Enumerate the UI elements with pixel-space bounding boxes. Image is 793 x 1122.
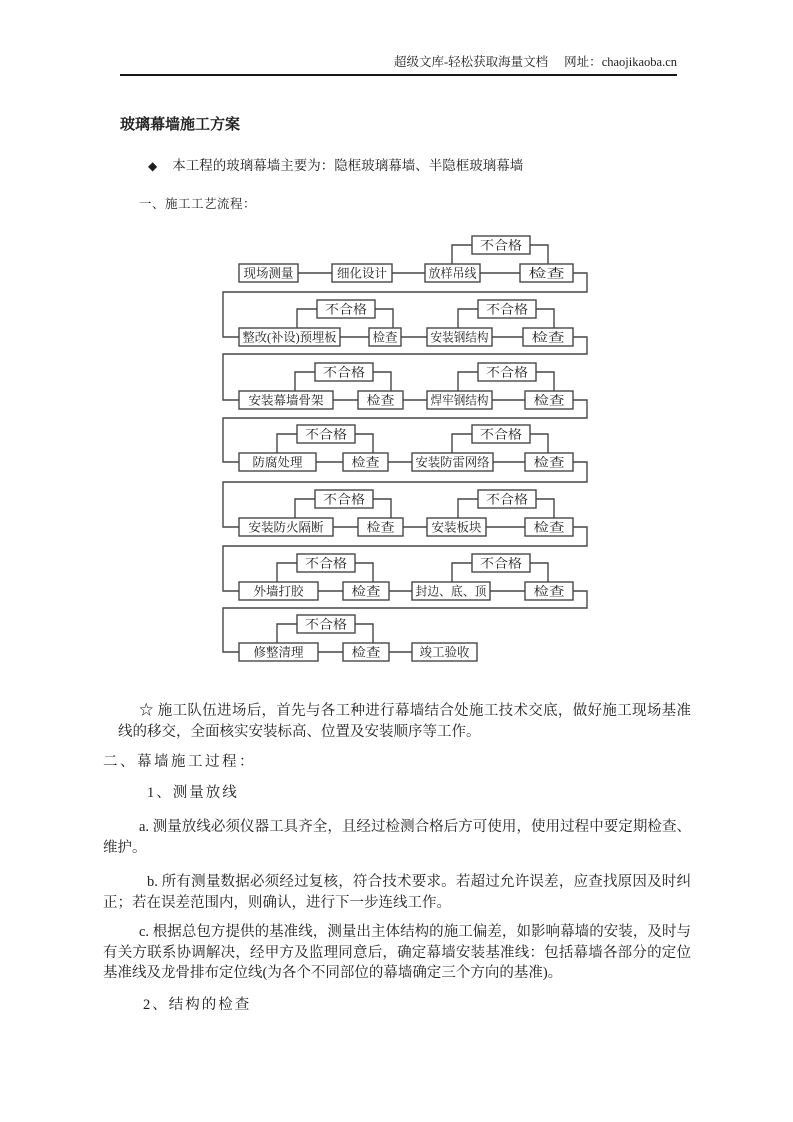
flowchart-node-label: 竣工验收 — [419, 645, 470, 660]
flowchart-node-label: 检查 — [372, 330, 398, 345]
flowchart-node-label: 放样吊线 — [428, 266, 479, 281]
flowchart-connector — [458, 372, 478, 391]
note-paragraph: ☆ 施工队伍进场后，首先与各工种进行幕墙结合处施工技术交底，做好施工现场基准线的移交，全面核实安装标高、位置及安装顺序等工作。 — [118, 703, 691, 740]
flowchart-node-label: 检查 — [533, 393, 559, 408]
flowchart-connector — [355, 563, 373, 582]
flowchart-fail-label: 不合格 — [480, 556, 518, 571]
flowchart-node-label: 检查 — [351, 455, 377, 470]
flowchart-connector — [297, 309, 317, 328]
flowchart-node-label: 检查 — [528, 266, 554, 281]
flowchart-node-label: 检查 — [531, 330, 557, 345]
flowchart-connector — [530, 245, 548, 264]
flowchart-connector — [373, 499, 391, 518]
flowchart-fail-label: 不合格 — [486, 302, 524, 317]
flowchart-connector — [536, 372, 554, 391]
flowchart-connector — [536, 309, 554, 328]
diamond-bullet-icon: ◆ — [148, 159, 158, 173]
flowchart-fail-label: 不合格 — [325, 302, 363, 317]
flowchart-fail-label: 不合格 — [305, 617, 343, 632]
flowchart-fail-label: 不合格 — [480, 238, 518, 253]
site-url[interactable]: chaojikaoba.cn — [601, 55, 677, 69]
flowchart-connector — [355, 624, 373, 643]
section-2-heading: 二、幕墙施工过程： — [103, 754, 256, 770]
header-divider — [120, 74, 677, 76]
flowchart-node-label: 修整清理 — [253, 645, 304, 660]
flowchart-node-label: 安装钢结构 — [430, 330, 494, 345]
bullet-item — [148, 157, 523, 175]
site-header — [0, 54, 677, 70]
flowchart-node-label: 外墙打胶 — [253, 584, 304, 599]
flowchart-node-label: 检查 — [366, 393, 392, 408]
flowchart-connector — [458, 309, 478, 328]
construction-process-flowchart — [0, 230, 793, 675]
flowchart-node-label: 封边、底、顶 — [415, 584, 491, 599]
site-url-label: 网址： — [564, 55, 602, 69]
flowchart-node-label: 检查 — [533, 520, 559, 535]
document-title: 玻璃幕墙施工方案 — [120, 117, 241, 133]
bullet-text: 本工程的玻璃幕墙主要为：隐框玻璃幕墙、半隐框玻璃幕墙 — [172, 158, 524, 173]
flowchart-node-label: 检查 — [366, 520, 392, 535]
paragraph-c: c. 根据总包方提供的基准线，测量出主体结构的施工偏差，如影响幕墙的安装，及时与有关方联系协调解决，经甲方及监理同意后，确定幕墙安装基准线：包括幕墙各部分的定位基准线及龙骨排布定位线(为各个不同部位的幕墙确定三个方向的基准)。 — [103, 924, 691, 981]
flowchart-node-label: 安装板块 — [431, 520, 482, 535]
flowchart-connector — [277, 563, 297, 582]
flowchart-connector — [530, 563, 548, 582]
flowchart-connector — [458, 499, 478, 518]
flowchart-connector — [530, 434, 548, 453]
flowchart-node-label: 现场测量 — [243, 266, 294, 281]
paragraph-b: b. 所有测量数据必须经过复核，符合技术要求。若超过允许误差，应查找原因及时纠正；若在误差范围内，则确认，进行下一步连线工作。 — [103, 874, 691, 911]
flowchart-node-label: 整改(补设)预埋板 — [242, 330, 339, 345]
flowchart-node-label: 安装防雷网络 — [415, 455, 491, 470]
flowchart-connector — [295, 499, 315, 518]
flowchart-fail-label: 不合格 — [305, 427, 343, 442]
list-item-structure: 2、结构的检查 — [143, 997, 252, 1013]
paragraph-a: a. 测量放线必须仪器工具齐全，且经过检测合格后方可使用，使用过程中要定期检查、维护。 — [103, 819, 691, 856]
flowchart-node-label: 检查 — [351, 645, 377, 660]
flowchart-node-label: 检查 — [351, 584, 377, 599]
flowchart-fail-label: 不合格 — [480, 427, 518, 442]
flowchart-connector — [373, 372, 391, 391]
list-item-measure: 1、测量放线 — [147, 785, 239, 801]
flowchart-fail-label: 不合格 — [486, 365, 524, 380]
flowchart-node-label: 焊牢钢结构 — [430, 393, 494, 408]
flowchart-connector — [452, 434, 472, 453]
flowchart-connector — [452, 245, 472, 264]
site-name: 超级文库-轻松获取海量文档 — [394, 55, 549, 69]
section-1-heading: 一、施工工艺流程： — [139, 197, 257, 211]
flowchart-node-label: 细化设计 — [336, 266, 388, 281]
flowchart-connector — [536, 499, 554, 518]
flowchart-connector — [355, 434, 373, 453]
flowchart-node-label: 检查 — [533, 584, 559, 599]
flowchart-connector — [295, 372, 315, 391]
flowchart-node-label: 防腐处理 — [252, 455, 303, 470]
flowchart-connector — [277, 434, 297, 453]
flowchart-fail-label: 不合格 — [305, 556, 343, 571]
flowchart-node-label: 检查 — [533, 455, 559, 470]
flowchart-connector — [277, 624, 297, 643]
flowchart-node-label: 安装防火隔断 — [248, 520, 324, 535]
flowchart-connector — [375, 309, 393, 328]
flowchart-connector — [452, 563, 472, 582]
flowchart-fail-label: 不合格 — [486, 492, 524, 507]
flowchart-fail-label: 不合格 — [323, 365, 361, 380]
flowchart-node-label: 安装幕墙骨架 — [248, 393, 324, 408]
flowchart-fail-label: 不合格 — [323, 492, 361, 507]
